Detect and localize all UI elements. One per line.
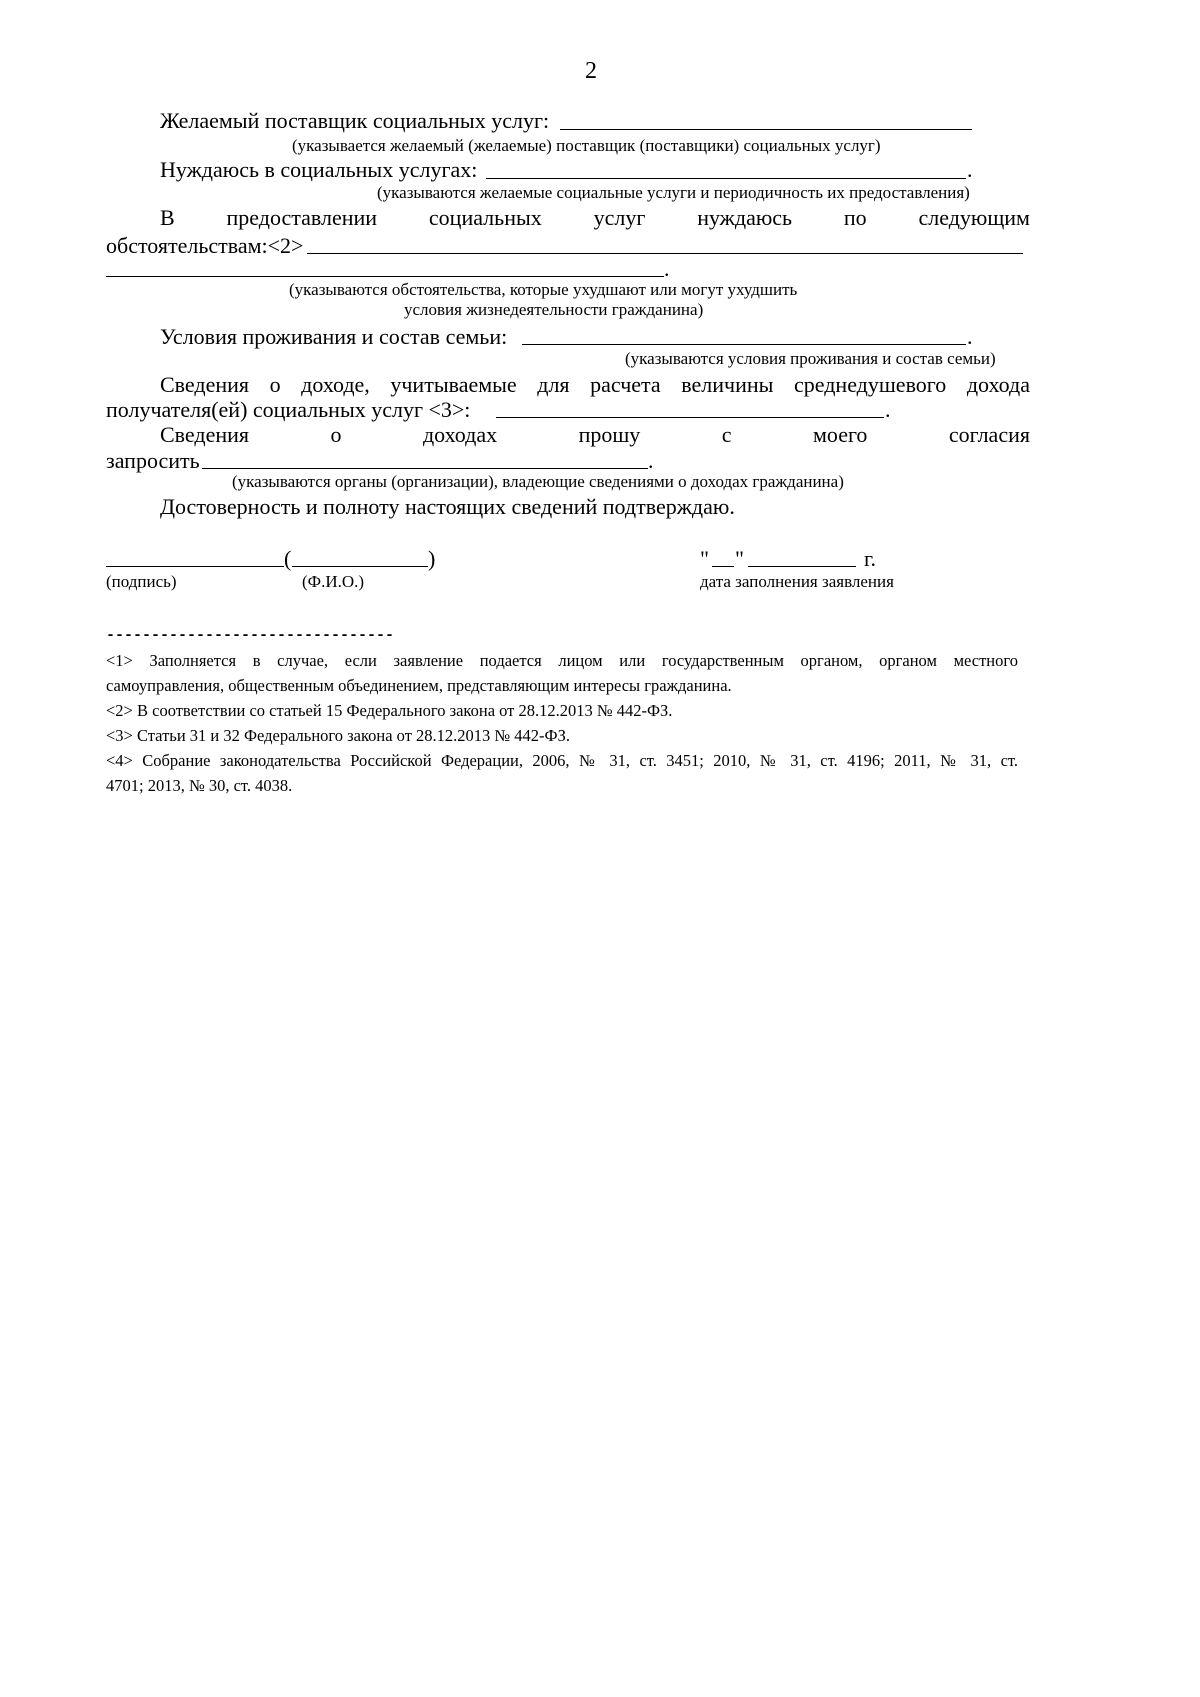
request-word: с (721, 422, 732, 447)
living-input-line[interactable] (522, 344, 966, 345)
request-word: Сведения (160, 422, 250, 447)
provider-input-line[interactable] (560, 129, 972, 130)
request-dot: . (648, 448, 654, 473)
income-label: получателя(ей) социальных услуг <3>: (106, 397, 471, 422)
request-word: прошу (578, 422, 641, 447)
confirm-text: Достоверность и полноту настоящих сведений подтверждаю. (160, 494, 735, 519)
fio-label: (Ф.И.О.) (302, 572, 365, 591)
request-word: о (330, 422, 342, 447)
date-quote-close: " (735, 546, 744, 571)
living-hint: (указываются условия проживания и состав семьи) (625, 349, 996, 368)
circumstances-dot: . (664, 256, 670, 281)
footnote-1-line-2: самоуправления, общественным объединением, представляющим интересы гражданина. (106, 676, 732, 695)
signature-label: (подпись) (106, 572, 177, 591)
date-month-line[interactable] (748, 566, 856, 567)
page-number: 2 (585, 58, 597, 84)
request-line-1 (160, 422, 1030, 448)
circumstances-hint-1: (указываются обстоятельства, которые ухудшают или могут ухудшить (289, 280, 798, 299)
date-year-suffix: г. (864, 546, 877, 571)
request-label: запросить (106, 448, 200, 473)
date-quote-open: " (700, 546, 709, 571)
circumstances-line-1 (160, 205, 1030, 231)
services-hint: (указываются желаемые социальные услуги и периодичность их предоставления) (377, 183, 970, 202)
income-input-line[interactable] (496, 417, 884, 418)
request-word: доходах (422, 422, 498, 447)
circ-word: В (160, 205, 175, 230)
circumstances-label: обстоятельствам:<2> (106, 233, 304, 258)
request-hint: (указываются органы (организации), владеющие сведениями о доходах гражданина) (232, 472, 844, 491)
footnote-4-line-2: 4701; 2013, № 30, ст. 4038. (106, 776, 293, 795)
footnote-4-line-1: <4> Собрание законодательства Российской Федерации, 2006, № 31, ст. 3451; 2010, № 31, ст. 4196; 2011, № 31, ст. (106, 751, 1018, 770)
income-line-1: Сведения о доходе, учитываемые для расчета величины среднедушевого дохода (160, 372, 1030, 397)
circ-word: социальных (428, 205, 542, 230)
fio-line[interactable] (292, 566, 428, 567)
circ-word: предоставлении (226, 205, 378, 230)
fio-close-paren: ) (428, 546, 436, 571)
footnote-1-line-1: <1> Заполняется в случае, если заявление подается лицом или государственным органом, органом местного (106, 651, 1018, 670)
provider-label: Желаемый поставщик социальных услуг: (160, 108, 550, 133)
income-dot: . (885, 397, 891, 422)
circ-word: следующим (918, 205, 1030, 230)
living-dot: . (967, 324, 973, 349)
services-dot: . (967, 157, 973, 182)
services-label: Нуждаюсь в социальных услугах: (160, 157, 478, 182)
footnote-2: <2> В соответствии со статьей 15 Федерального закона от 28.12.2013 № 442-ФЗ. (106, 701, 673, 720)
request-input-line[interactable] (202, 468, 648, 469)
circ-word: нуждаюсь (697, 205, 793, 230)
circ-word: по (843, 205, 867, 230)
circumstances-input-line-1[interactable] (307, 253, 1023, 254)
circumstances-hint-2: условия жизнедеятельности гражданина) (404, 300, 704, 319)
request-word: моего (813, 422, 868, 447)
fio-open-paren: ( (284, 546, 292, 571)
services-input-line[interactable] (486, 178, 966, 179)
circ-word: услуг (593, 205, 646, 230)
request-word: согласия (948, 422, 1030, 447)
footnote-3: <3> Статьи 31 и 32 Федерального закона от 28.12.2013 № 442-ФЗ. (106, 726, 570, 745)
signature-line[interactable] (106, 566, 284, 567)
date-label: дата заполнения заявления (700, 572, 894, 591)
date-day-line[interactable] (712, 566, 734, 567)
circumstances-input-line-2[interactable] (106, 276, 664, 277)
living-label: Условия проживания и состав семьи: (160, 324, 508, 349)
footnote-separator: -------------------------------- (106, 627, 395, 644)
provider-hint: (указывается желаемый (желаемые) поставщик (поставщики) социальных услуг) (292, 136, 881, 155)
